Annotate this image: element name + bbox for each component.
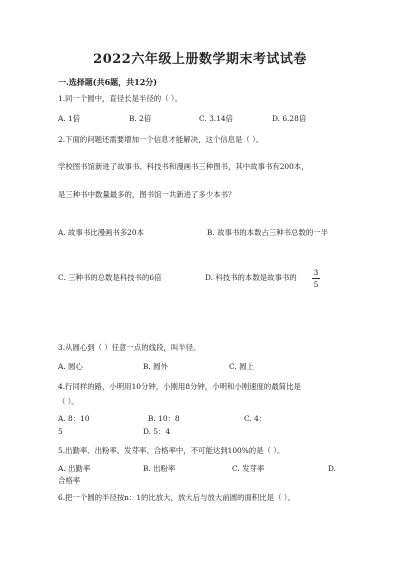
- question-3-option-b: B. 圆外: [143, 362, 168, 371]
- question-2-option-a: A. 故事书比漫画书多20本: [58, 228, 144, 237]
- question-2-option-b: B. 故事书的本数占三种书总数的一半: [207, 228, 328, 237]
- question-5-option-c: C. 发芽率: [232, 464, 265, 473]
- question-5-option-d: D.: [328, 464, 337, 473]
- question-1-option-c: C. 3.14倍: [199, 114, 233, 123]
- question-4-option-a: A. 8：10: [58, 414, 90, 423]
- question-4-option-b: B. 10：8: [148, 414, 180, 423]
- question-2-stem: 2.下面的问题还需要增加一个信息才能解决，这个信息是（ ）。: [58, 135, 264, 144]
- question-1-option-d: D. 6.28倍: [272, 114, 307, 123]
- question-2-context-line-1: 学校图书馆新进了故事书、科技书和漫画书三种图书，其中故事书有200本，: [58, 162, 309, 171]
- question-5-option-a: A. 出勤率: [58, 464, 91, 473]
- section-heading: 一.选择题(共6题，共12分): [58, 77, 158, 87]
- question-5-stem: 5.出勤率、出粉率、发芽率、合格率中，不可能达到100%的是（ ）。: [58, 446, 285, 455]
- page-title: 2022六年级上册数学期末考试试卷: [93, 52, 307, 67]
- question-3-option-c: C. 圆上: [229, 362, 254, 371]
- question-4-option-c-continued: 5: [58, 427, 63, 436]
- question-4-option-d: D. 5：4: [143, 427, 171, 436]
- question-2-option-d: D. 科技书的本数是故事书的: [205, 273, 297, 282]
- question-4-option-c: C. 4：: [244, 414, 267, 423]
- question-2-context-line-2: 是三种书中数量最多的，图书馆一共新进了多少本书？: [58, 190, 236, 199]
- question-2-fraction: [312, 268, 320, 289]
- question-1-stem: 1.同一个圆中，直径长是半径的（ ）。: [58, 94, 182, 103]
- fraction-bar: [312, 278, 320, 279]
- question-2-option-c: C. 三种书的总数是科技书的6倍: [58, 273, 162, 282]
- fraction-numerator: 3: [313, 268, 319, 277]
- question-6-stem: 6.把一个圆的半径按n：1的比放大，放大后与放大前圆的面积比是（ ）。: [58, 493, 295, 502]
- question-3-option-a: A. 圆心: [58, 362, 83, 371]
- question-3-stem: 3.从圆心到（ ）任意一点的线段，叫半径。: [58, 343, 201, 352]
- question-1-option-b: B. 2倍: [129, 114, 152, 123]
- question-5-option-d-continued: 合格率: [58, 476, 81, 485]
- fraction-denominator: 5: [313, 280, 319, 289]
- question-4-stem-continued: （ ）。: [58, 397, 79, 406]
- question-1-option-a: A. 1倍: [58, 114, 81, 123]
- question-5-option-b: B. 出粉率: [143, 464, 176, 473]
- question-4-stem: 4.行同样的路，小明用10分钟，小刚用8分钟，小明和小刚速度的最简比是: [58, 382, 301, 391]
